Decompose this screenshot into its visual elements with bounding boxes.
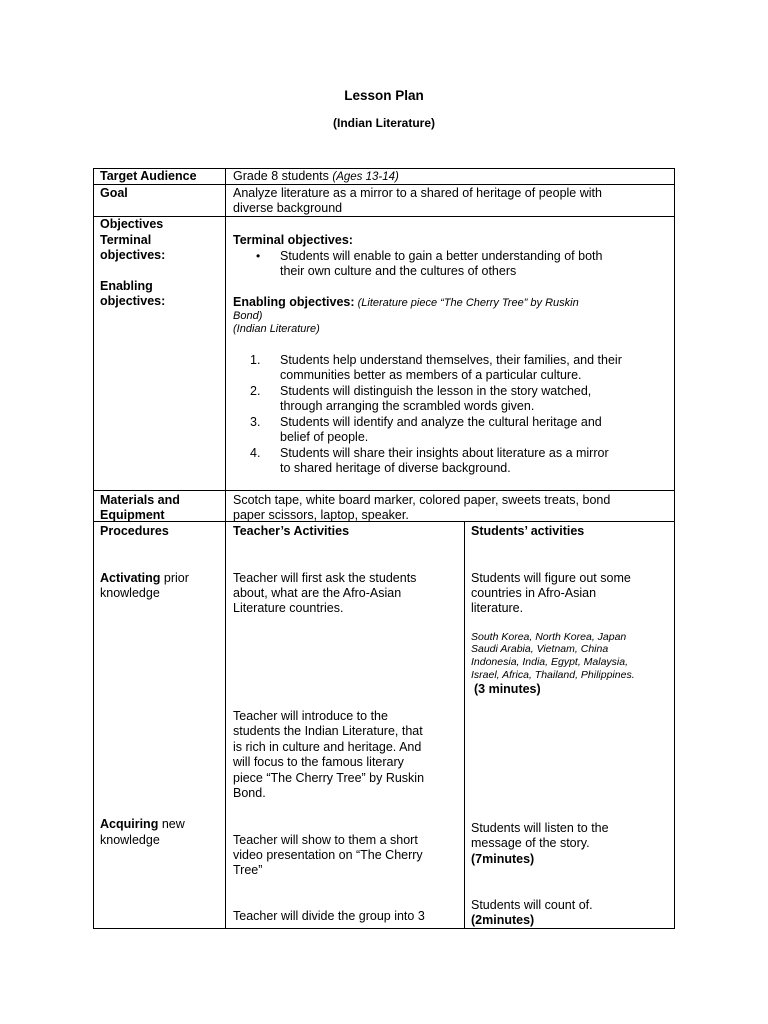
objective-line: communities better as members of a particular culture.: [280, 368, 582, 382]
objective-line: Students will identify and analyze the cultural heritage and: [280, 415, 602, 429]
enabling-objectives-label: objectives:: [100, 294, 166, 308]
activating-label: [100, 571, 189, 587]
terminal-objectives-label: objectives:: [100, 248, 166, 262]
countries-line: Saudi Arabia, Vietnam, China: [471, 643, 609, 655]
terminal-bullet-line2: their own culture and the cultures of others: [280, 264, 517, 278]
materials-value-line2: paper scissors, laptop, speaker.: [233, 508, 409, 522]
page-subtitle: (Indian Literature): [332, 116, 435, 130]
enabling-note-line3: (Indian Literature): [233, 323, 320, 335]
teacher-activity-line: Bond.: [233, 786, 266, 800]
teacher-activity-line: Teacher will show to them a short: [233, 833, 418, 847]
countries-line: Indonesia, India, Egypt, Malaysia,: [471, 656, 629, 668]
target-audience-label: Target Audience: [100, 169, 197, 183]
student-activity-line: countries in Afro-Asian: [471, 586, 597, 600]
time-badge: (3 minutes): [474, 682, 541, 696]
target-audience-ages: (Ages 13-14): [332, 171, 399, 183]
student-activity-line: Students will count of.: [471, 898, 593, 912]
student-activity-line: message of the story.: [471, 836, 590, 850]
activating-bold: Activating: [100, 571, 161, 585]
acquiring-label-line2: knowledge: [100, 833, 160, 847]
teacher-activity-line: students the Indian Literature, that: [233, 724, 423, 738]
enabling-objectives-line: [233, 295, 579, 311]
objective-number: 4.: [250, 446, 261, 460]
enabling-label: Enabling: [100, 279, 153, 293]
teacher-activity-line: about, what are the Afro-Asian: [233, 586, 402, 600]
activating-label-line2: knowledge: [100, 586, 160, 600]
objective-number: 3.: [250, 415, 261, 429]
teacher-activity-line: will focus to the famous literary: [233, 755, 404, 769]
materials-label-line2: Equipment: [100, 508, 165, 522]
target-audience-text: Grade 8 students: [233, 169, 333, 183]
student-activity-line: Students will listen to the: [471, 821, 609, 835]
time-badge: (2minutes): [471, 913, 535, 927]
teacher-activity-line: Teacher will divide the group into 3: [233, 909, 425, 923]
objective-line: to shared heritage of diverse background.: [280, 461, 511, 475]
goal-value-line2: diverse background: [233, 201, 343, 215]
enabling-objectives-heading: Enabling objectives:: [233, 295, 355, 309]
objective-line: Students help understand themselves, their families, and their: [280, 353, 622, 367]
teacher-activities-heading: Teacher’s Activities: [233, 524, 350, 538]
objective-line: Students will share their insights about literature as a mirror: [280, 446, 609, 460]
materials-label-line1: Materials and: [100, 493, 180, 507]
time-badge: (7minutes): [471, 852, 535, 866]
countries-line: South Korea, North Korea, Japan: [471, 631, 627, 643]
objective-number: 2.: [250, 384, 261, 398]
objective-line: belief of people.: [280, 430, 369, 444]
terminal-bullet-line1: Students will enable to gain a better understanding of both: [280, 249, 603, 263]
enabling-note-line2: Bond): [233, 310, 263, 322]
objective-number: 1.: [250, 353, 261, 367]
teacher-activity-line: Teacher will introduce to the: [233, 709, 388, 723]
students-activities-heading: Students’ activities: [471, 524, 585, 538]
teacher-activity-line: Tree”: [233, 863, 263, 877]
activating-rest: prior: [160, 571, 189, 585]
page-title: Lesson Plan: [344, 88, 424, 103]
acquiring-bold: Acquiring: [100, 817, 159, 831]
teacher-activity-line: is rich in culture and heritage. And: [233, 740, 422, 754]
teacher-activity-line: piece “The Cherry Tree” by Ruskin: [233, 771, 425, 785]
materials-value-line1: Scotch tape, white board marker, colored paper, sweets treats, bond: [233, 493, 611, 507]
countries-line: Israel, Africa, Thailand, Philippines.: [471, 669, 635, 681]
teacher-activity-line: video presentation on “The Cherry: [233, 848, 423, 862]
teacher-activity-line: Teacher will first ask the students: [233, 571, 417, 585]
terminal-label: Terminal: [100, 233, 152, 247]
student-activity-line: Students will figure out some: [471, 571, 631, 585]
goal-label: Goal: [100, 186, 128, 200]
student-activity-line: literature.: [471, 601, 524, 615]
objectives-label: Objectives: [100, 217, 164, 231]
enabling-note-line1: (Literature piece “The Cherry Tree” by Ruskin: [354, 297, 579, 309]
teacher-activity-line: Literature countries.: [233, 601, 344, 615]
bullet-icon: •: [256, 249, 261, 263]
procedures-label: Procedures: [100, 524, 169, 538]
objective-line: Students will distinguish the lesson in the story watched,: [280, 384, 592, 398]
objective-line: through arranging the scrambled words given.: [280, 399, 535, 413]
goal-value-line1: Analyze literature as a mirror to a shared of heritage of people with: [233, 186, 602, 200]
target-audience-value: [233, 169, 399, 186]
acquiring-label: [100, 817, 185, 833]
acquiring-rest: new: [158, 817, 185, 831]
terminal-objectives-heading: Terminal objectives:: [233, 233, 353, 247]
